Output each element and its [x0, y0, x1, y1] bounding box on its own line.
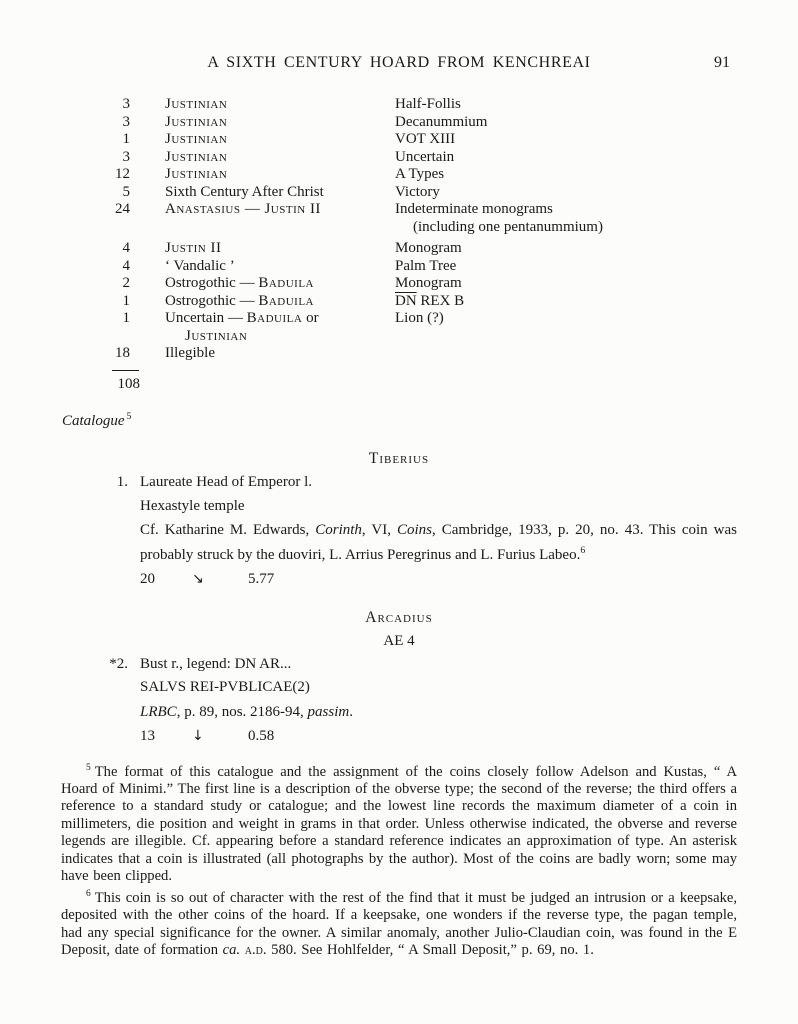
entry-number: 1. — [116, 474, 128, 490]
ref-text: , VI, — [361, 522, 397, 538]
issuer-prefix: Ostrogothic — — [165, 275, 259, 291]
total-rule — [112, 370, 139, 371]
coin-issuer — [130, 184, 395, 202]
issuer-name: Baduila — [258, 292, 314, 309]
table-row — [0, 201, 798, 236]
running-title: A SIXTH CENTURY HOARD FROM KENCHREAI — [207, 54, 591, 71]
entry-obverse: Laureate Head of Emperor l. — [140, 474, 312, 490]
issuer-name: Justinian — [165, 113, 228, 130]
coin-issuer — [130, 166, 395, 184]
table-row — [0, 275, 798, 293]
coin-count: 3 — [122, 96, 130, 112]
footnote-marker: 6 — [86, 888, 91, 899]
issuer-prefix: Uncertain — — [165, 310, 247, 326]
coin-type: Victory — [395, 183, 440, 200]
issuer-name-2: Justinian — [185, 327, 248, 344]
die-axis-downright-arrow-icon: ↘ — [192, 571, 204, 587]
issuer-name: Justinian — [165, 96, 228, 112]
coin-type: VOT XIII — [395, 131, 456, 147]
coin-issuer — [130, 96, 395, 114]
coin-type — [395, 345, 798, 363]
coin-type — [395, 293, 798, 311]
coin-count: 3 — [122, 113, 130, 130]
entry-reference — [140, 521, 737, 565]
table-row — [0, 131, 798, 149]
table-row — [0, 258, 798, 276]
table-row — [0, 310, 798, 345]
table-row — [0, 184, 798, 202]
issuer-suffix: or — [302, 310, 319, 326]
ref-italic: passim — [307, 703, 350, 720]
coin-issuer — [130, 201, 395, 236]
coin-type-line1: Indeterminate monograms — [395, 201, 553, 217]
footnote-text: This coin is so out of character with the rest of the find that it must be judged an intrusion or a keepsake, deposited with the other coins of the hoard. If a keepsake, one wonders if the reverse type, the pagan temple, had any special significance for the owner. A similar anomaly, another Julio-Claudian coin, was found in the E Deposit, date of formation — [61, 889, 737, 959]
ref-text: Cf. Katharine M. Edwards, — [140, 522, 316, 538]
issuer-name: Justin II — [165, 240, 222, 256]
coin-type-line2: (including one pentanummium) — [413, 218, 603, 235]
coin-count: 3 — [122, 148, 130, 165]
table-row — [0, 114, 798, 132]
coin-type: Monogram — [395, 275, 462, 291]
coin-summary-table — [0, 96, 798, 393]
section-heading-tiberius: Tiberius — [368, 450, 430, 467]
issuer-name: ‘ Vandalic ’ — [165, 257, 235, 274]
ref-text: , Cambridge, 1933, p. 20, no. 43. This coin was probably struck by the duoviri, L. Arrius Peregrinus and L. Furius Labeo. — [140, 522, 738, 563]
ref-text: , p. 89, nos. 2186-94, — [176, 703, 308, 720]
coin-type: A Types — [395, 166, 445, 182]
section-heading-arcadius: Arcadius — [365, 608, 433, 626]
footnote-ref: 6 — [580, 544, 586, 556]
coin-issuer — [130, 293, 395, 311]
coin-issuer — [130, 310, 395, 345]
die-axis-down-arrow-icon: ↓ — [192, 728, 204, 744]
footnote-smallcaps: a.d. — [244, 942, 267, 959]
catalogue-footnote-ref: 5 — [126, 411, 132, 422]
table-row — [0, 345, 798, 363]
issuer-prefix: Ostrogothic — — [165, 292, 259, 309]
coin-issuer — [130, 345, 395, 363]
coin-issuer — [130, 275, 395, 293]
entry-reverse: Hexastyle temple — [140, 497, 245, 514]
footnote-marker: 5 — [86, 762, 91, 773]
table-row — [0, 240, 798, 258]
footnote-italic: ca. — [222, 942, 241, 959]
coin-count: 24 — [115, 201, 130, 217]
coin-type: Lion (?) — [395, 310, 444, 326]
coin-count: 1 — [122, 131, 130, 147]
coin-type: Palm Tree — [395, 257, 457, 274]
table-row — [0, 293, 798, 311]
diameter-value: 20 — [140, 571, 155, 587]
coin-issuer — [130, 149, 395, 167]
ref-italic: Corinth — [315, 522, 362, 538]
overlined-legend: $\overline{DN}$ — [395, 292, 417, 309]
footnote-5 — [61, 760, 737, 886]
weight-value: 5.77 — [248, 571, 275, 587]
page-number: 91 — [714, 54, 730, 71]
coin-type: Half-Follis — [395, 96, 461, 112]
total-count: 108 — [117, 375, 140, 392]
weight-value: 0.58 — [248, 728, 275, 744]
issuer-name: Anastasius — Justin II — [165, 201, 321, 217]
coin-issuer — [130, 114, 395, 132]
catalogue-label — [62, 411, 798, 430]
coin-issuer — [130, 131, 395, 149]
page-header — [61, 54, 737, 72]
table-row — [0, 96, 798, 114]
ref-text: . — [349, 703, 353, 720]
issuer-name: Baduila — [258, 275, 314, 291]
entry-obverse-line — [109, 655, 737, 674]
entry-measurements — [140, 728, 737, 746]
issuer-name: Sixth Century After Christ — [165, 183, 324, 200]
footnotes — [61, 760, 737, 960]
coin-count: 4 — [122, 240, 130, 256]
entry-reference — [140, 703, 737, 723]
table-row — [0, 149, 798, 167]
entry-obverse-line — [116, 474, 737, 492]
coin-type — [395, 201, 798, 236]
coin-count: 2 — [122, 275, 130, 291]
ref-italic: LRBC — [140, 703, 177, 720]
coin-count: 1 — [122, 310, 130, 326]
coin-count: 12 — [115, 166, 130, 182]
issuer-line2 — [165, 328, 395, 346]
coin-type: Decanummium — [395, 113, 488, 130]
coin-count: 1 — [122, 292, 130, 309]
footnote-6 — [61, 886, 737, 960]
coin-type: Monogram — [395, 240, 462, 256]
entry-reverse: SALVS REI-PVBLICAE(2) — [140, 679, 310, 695]
coin-count: 4 — [122, 257, 130, 274]
footnote-text: 580. See Hohlfelder, “ A Small Deposit,” p. 69, no. 1. — [266, 942, 594, 959]
entry-number: *2. — [109, 655, 128, 672]
coin-count: 18 — [115, 345, 130, 361]
issuer-line1 — [165, 310, 395, 328]
ref-italic: Coins — [397, 522, 433, 538]
issuer-name: Justinian — [165, 166, 228, 182]
entry-obverse: Bust r., legend: DN AR... — [140, 655, 292, 672]
footnote-text: The format of this catalogue and the assignment of the coins closely follow Adelson and Kustas, “ A Hoard of Minimi.” The first line is a description of the obverse type; the second of the reverse; the third offers a reference to a standard study or catalogue; and the lowest line records the maximum diameter of a coin in millimeters, die position and weight in grams in that order. Unless otherwise indicated, the obverse and reverse legends are illegible. Cf. appearing before a standard reference indicates an approximation of type. An asterisk indicates that a coin is illustrated (all photographs by the author). Most of the coins are badly worn; some may have been clipped. — [61, 763, 737, 885]
coin-issuer — [130, 258, 395, 276]
catalogue-entry-2 — [61, 656, 737, 746]
section-subheading-ae4: AE 4 — [383, 632, 415, 649]
issuer-name: Justinian — [165, 148, 228, 165]
issuer-name: Baduila — [246, 310, 303, 326]
issuer-name: Illegible — [165, 345, 215, 361]
coin-count: 5 — [122, 183, 130, 200]
legend-rest: REX B — [416, 292, 465, 309]
coin-issuer — [130, 240, 395, 258]
diameter-value: 13 — [140, 728, 155, 744]
catalogue-entry-1 — [61, 474, 737, 589]
table-row — [0, 166, 798, 184]
issuer-name: Justinian — [165, 131, 228, 147]
entry-measurements — [140, 571, 737, 589]
coin-type: Uncertain — [395, 148, 455, 165]
catalogue-label-text: Catalogue — [62, 413, 125, 429]
